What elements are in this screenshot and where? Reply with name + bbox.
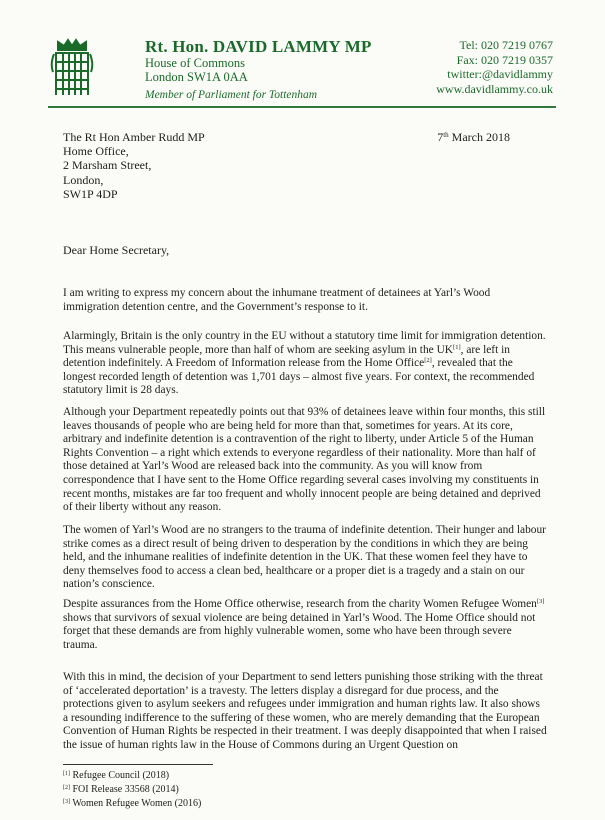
footnote-ref: [3] xyxy=(536,598,545,605)
mp-name: Rt. Hon. DAVID LAMMY MP xyxy=(145,37,372,56)
footnote-ref: [1] xyxy=(453,343,461,351)
portcullis-icon xyxy=(50,38,94,98)
house-line: House of Commons xyxy=(145,56,245,70)
date-suffix: th xyxy=(443,131,449,139)
footnote-ref: [2] xyxy=(424,357,432,365)
footnote xyxy=(63,768,201,782)
salutation: Dear Home Secretary, xyxy=(63,243,170,257)
p2-text: , are left in detention indefinitely. A Freedom of Information release from the Home Office xyxy=(63,343,510,370)
paragraph-4: The women of Yarl’s Wood are no strangers to the trauma of indefinite detention. Their hunger and labour strike comes as a direct result of being driven to desperation by the conditions in which they are being held, and the inhumane realities of indefinite detention in the UK. That these women feel they have to deny themselves food to access a clean bed, healthcare or a proper diet is a tragedy and a stain on our nation’s conscience. xyxy=(63,524,546,591)
paragraph-5 xyxy=(63,598,547,652)
recipient-line: Home Office, xyxy=(63,144,129,159)
paragraph-1: I am writing to express my concern about the inhumane treatment of detainees at Yarl’s Wood immigration detention centre, and the Government’s response to it. xyxy=(63,287,491,313)
tel-line: Tel: 020 7219 0767 xyxy=(459,38,553,52)
recipient-line: SW1P 4DP xyxy=(63,186,118,201)
twitter-line: twitter:@davidlammy xyxy=(447,67,553,82)
date-rest: March 2018 xyxy=(448,130,510,144)
footnotes xyxy=(63,768,201,810)
p2-text: Alarmingly, Britain is the only country in the EU without a statutory time limit for immigration detention. This means vulnerable people, more than half of whom are seeking asylum in the UK xyxy=(63,330,546,356)
footnote xyxy=(63,782,201,796)
footnote-number: [3] xyxy=(63,799,70,805)
p5-text: Despite assurances from the Home Office otherwise, research from the charity Women Refugee Women xyxy=(63,598,537,610)
footnote xyxy=(63,796,201,810)
member-line: Member of Parliament for Tottenham xyxy=(145,89,318,101)
footnote-text: Refugee Council (2018) xyxy=(70,770,170,781)
p2-text: , revealed that the longest recorded length of detention was 1,701 days – almost five years. For context, the recommended statutory limit is 28 days. xyxy=(63,357,535,397)
footnote-text: FOI Release 33568 (2014) xyxy=(70,784,179,795)
date-day: 7 xyxy=(437,130,444,144)
fax-line: Fax: 020 7219 0357 xyxy=(456,52,553,67)
recipient-address xyxy=(63,130,205,201)
footnote-text: Women Refugee Women (2016) xyxy=(70,798,202,809)
letterhead-left xyxy=(145,38,372,102)
recipient-line: The Rt Hon Amber Rudd MP xyxy=(63,130,205,144)
website-line: www.davidlammy.co.uk xyxy=(436,81,553,96)
paragraph-3: Although your Department repeatedly points out that 93% of detainees leave within four months, this still leaves thousands of people who are being held for more than that, sometimes for years. At its core, arbitrary and indefinite detention is a contravention of the right to liberty, under Article 5 of the Human Rights Convention – a right which extends to everyone regardless of their nationality. More than half of those detained at Yarl’s Wood are released back into the community. As you will know from correspondence that I have sent to the Home Office regarding several cases involving my constituents in recent months, mistakes are far too frequent and wholly innocent people are being detained and deprived of their liberty without any reason. xyxy=(63,406,546,514)
paragraph-2 xyxy=(63,330,547,398)
recipient-line: 2 Marsham Street, xyxy=(63,158,152,173)
footnote-number: [1] xyxy=(63,771,70,777)
footnote-divider xyxy=(63,764,213,765)
letter-date xyxy=(437,130,510,145)
header-divider xyxy=(48,106,556,108)
paragraph-6: With this in mind, the decision of your Department to send letters punishing those striking with the threat of ‘accelerated deportation’ is a travesty. The letters display a disregard for due process, and the protections given to asylum seekers and refugees under immigration and human rights law. It also shows a resounding indifference to the suffering of these women, who are merely demanding that the European Convention of Human Rights be respected in their treatment. I was deeply disappointed that when I raised the issue of human rights law in the House of Commons during an Urgent Question on xyxy=(63,671,547,751)
letterhead-contact xyxy=(436,38,553,96)
recipient-line: London, xyxy=(63,172,104,187)
footnote-number: [2] xyxy=(63,785,70,791)
address-line: London SW1A 0AA xyxy=(145,70,248,84)
p5-text: shows that survivors of sexual violence are being detained in Yarl’s Wood. The Home Office should not forget that these demands are from highly vulnerable women, some who have been through severe trauma. xyxy=(63,611,536,651)
